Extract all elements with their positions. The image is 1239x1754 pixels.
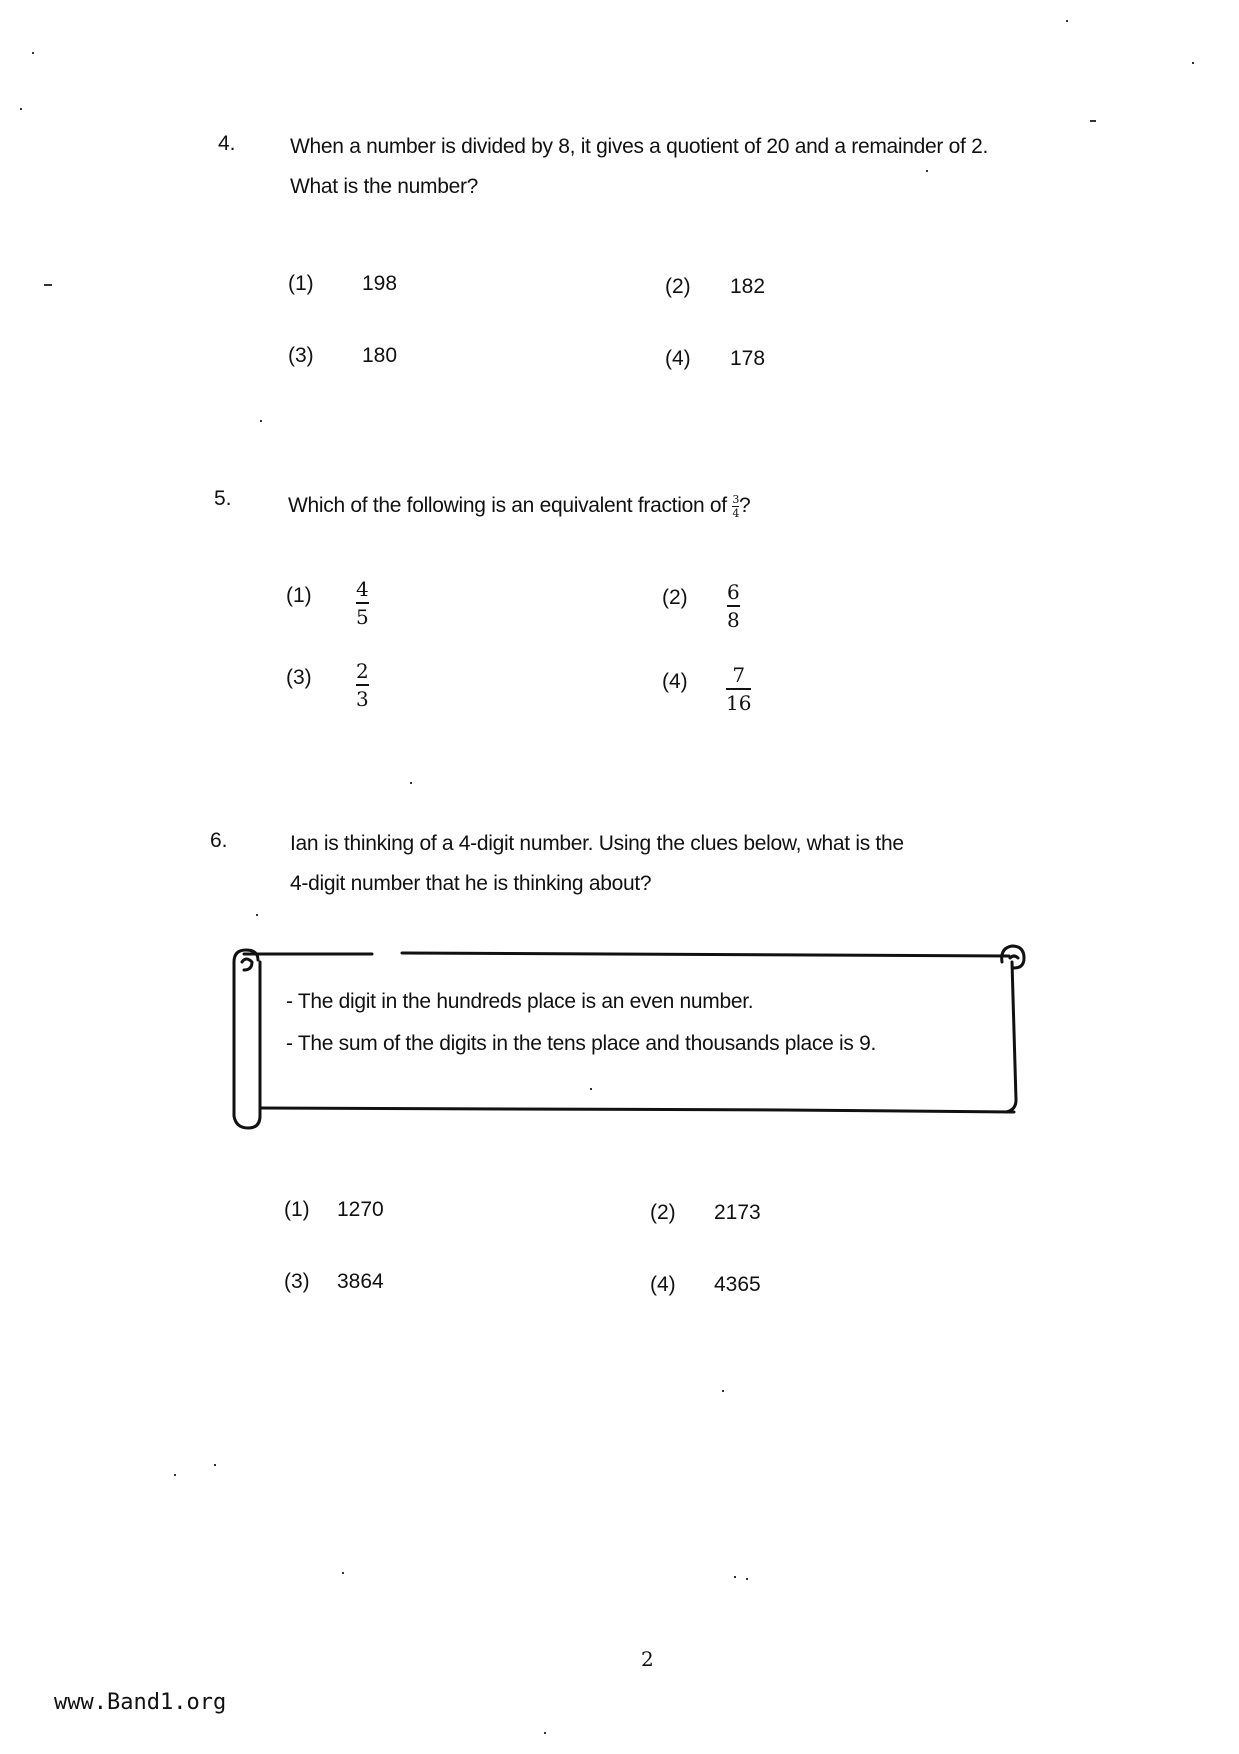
page-number: 2 bbox=[641, 1647, 654, 1671]
question-4-line-1: When a number is divided by 8, it gives a quotient of 20 and a remainder of 2. bbox=[290, 135, 989, 158]
q5-option-1-fraction bbox=[356, 578, 369, 628]
scan-speck bbox=[410, 782, 412, 784]
q4-option-4-value: 178 bbox=[730, 347, 766, 370]
q6-option-2-value: 2173 bbox=[714, 1201, 761, 1224]
q5-option-2-den: 8 bbox=[727, 608, 740, 632]
q5-option-4-num: 7 bbox=[732, 663, 746, 687]
q4-option-1-label[interactable]: (1) bbox=[288, 272, 314, 295]
scan-speck bbox=[1192, 62, 1194, 64]
q5-option-4-label[interactable]: (4) bbox=[662, 670, 688, 693]
question-5-text-before: Which of the following is an equivalent fraction of bbox=[288, 494, 727, 517]
q5-option-4-fraction bbox=[726, 664, 751, 714]
clue-1: - The digit in the hundreds place is an even number. bbox=[286, 990, 754, 1013]
question-5-fraction-num: 3 bbox=[732, 492, 740, 506]
scan-speck bbox=[590, 1088, 592, 1090]
clue-2: - The sum of the digits in the tens place and thousands place is 9. bbox=[286, 1032, 877, 1055]
fraction-bar bbox=[356, 684, 369, 686]
q4-option-2-label[interactable]: (2) bbox=[665, 275, 691, 298]
question-4-text bbox=[290, 127, 1150, 207]
scan-speck bbox=[544, 1732, 546, 1734]
q5-option-3-label[interactable]: (3) bbox=[286, 666, 312, 689]
scan-speck bbox=[734, 1576, 736, 1578]
scan-speck bbox=[722, 1390, 724, 1392]
scan-speck bbox=[1090, 120, 1096, 122]
fraction-bar bbox=[726, 688, 751, 690]
scan-speck bbox=[256, 914, 258, 916]
q5-option-2-num: 6 bbox=[727, 580, 740, 604]
q5-option-4-den: 16 bbox=[726, 691, 752, 715]
question-5-fraction-den: 4 bbox=[732, 506, 740, 520]
q5-option-2-label[interactable]: (2) bbox=[662, 586, 688, 609]
question-4-line-2: What is the number? bbox=[290, 175, 479, 198]
footer-url[interactable]: www.Band1.org bbox=[54, 1690, 227, 1715]
q4-option-4-label[interactable]: (4) bbox=[665, 347, 691, 370]
scan-speck bbox=[44, 284, 52, 286]
q6-option-4-value: 4365 bbox=[714, 1273, 761, 1296]
q5-option-3-num: 2 bbox=[356, 659, 369, 683]
scan-speck bbox=[20, 108, 22, 110]
q6-option-4-label[interactable]: (4) bbox=[650, 1273, 676, 1296]
question-5-text-after: ? bbox=[739, 494, 751, 517]
q6-option-1-value: 1270 bbox=[337, 1198, 384, 1221]
scan-speck bbox=[342, 1572, 344, 1574]
q5-option-3-fraction bbox=[356, 660, 369, 710]
q4-option-2-value: 182 bbox=[730, 275, 766, 298]
scan-speck bbox=[746, 1578, 748, 1580]
question-5-text bbox=[288, 486, 988, 526]
q4-option-1-value: 198 bbox=[362, 272, 398, 295]
q6-option-3-label[interactable]: (3) bbox=[284, 1270, 310, 1293]
question-6-line-1: Ian is thinking of a 4-digit number. Using the clues below, what is the bbox=[290, 832, 904, 855]
fraction-bar bbox=[727, 605, 740, 607]
q5-option-1-num: 4 bbox=[356, 577, 369, 601]
q6-option-3-value: 3864 bbox=[337, 1270, 384, 1293]
q6-option-2-label[interactable]: (2) bbox=[650, 1201, 676, 1224]
q4-option-3-value: 180 bbox=[362, 344, 398, 367]
scan-speck bbox=[926, 170, 928, 172]
q5-option-1-label[interactable]: (1) bbox=[286, 584, 312, 607]
scan-speck bbox=[260, 420, 262, 422]
scan-speck bbox=[214, 1464, 216, 1466]
question-6-number: 6. bbox=[210, 829, 228, 852]
scan-speck bbox=[174, 1474, 176, 1476]
scan-speck bbox=[1066, 20, 1068, 22]
q6-option-1-label[interactable]: (1) bbox=[284, 1198, 310, 1221]
q5-option-3-den: 3 bbox=[356, 687, 369, 711]
q5-option-2-fraction bbox=[727, 581, 740, 631]
q5-option-1-den: 5 bbox=[356, 605, 369, 629]
q4-option-3-label[interactable]: (3) bbox=[288, 344, 314, 367]
question-4-number: 4. bbox=[218, 132, 236, 155]
question-6-line-2: 4-digit number that he is thinking about? bbox=[290, 872, 652, 895]
scan-speck bbox=[32, 52, 34, 54]
question-6-text bbox=[290, 824, 1070, 904]
question-5-number: 5. bbox=[214, 487, 232, 510]
fraction-bar bbox=[356, 602, 369, 604]
